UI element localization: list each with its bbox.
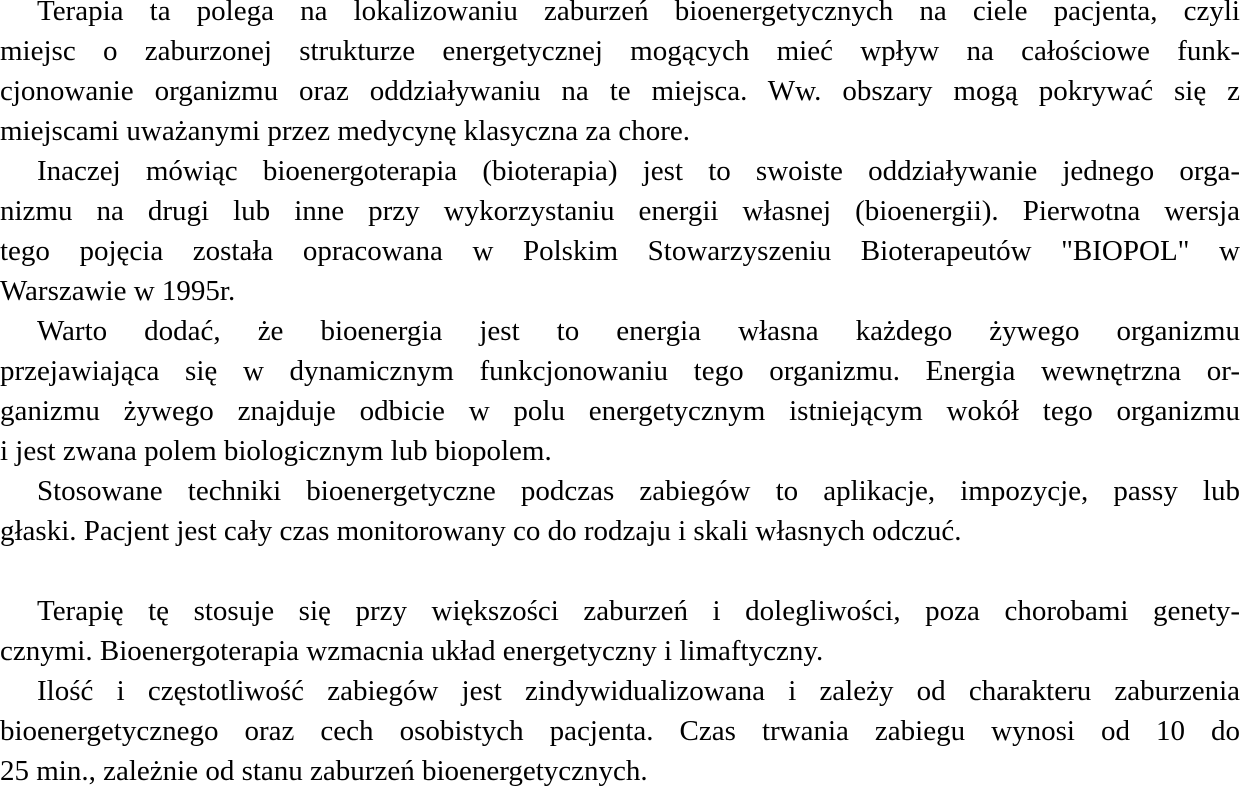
text-line: Terapię tę stosuje się przy większości zaburzeń i dolegliwości, poza chorobami genety- <box>37 595 1240 627</box>
text-line: Inaczej mówiąc bioenergoterapia (bioterapia) jest to swoiste oddziaływanie jednego orga- <box>37 155 1240 187</box>
text-line: Warto dodać, że bioenergia jest to energia własna każdego żywego organizmu <box>37 315 1240 347</box>
text-line: cznymi. Bioenergoterapia wzmacnia układ energetyczny i limaftyczny. <box>0 635 824 667</box>
paragraph-spacer <box>0 551 1240 591</box>
text-line: cjonowanie organizmu oraz oddziaływaniu na te miejsca. Ww. obszary mogą pokrywać się z <box>0 75 1240 107</box>
text-line: głaski. Pacjent jest cały czas monitorowany co do rodzaju i skali własnych odczuć. <box>0 515 962 547</box>
paragraph-bioenergotherapy-definition <box>0 151 1240 311</box>
text-line: przejawiająca się w dynamicznym funkcjonowaniu tego organizmu. Energia wewnętrzna or- <box>0 355 1240 387</box>
text-line: tego pojęcia została opracowana w Polskim Stowarzyszeniu Bioterapeutów "BIOPOL" w <box>0 235 1240 267</box>
text-line: bioenergetycznego oraz cech osobistych pacjenta. Czas trwania zabiegu wynosi od 10 do <box>0 715 1240 747</box>
paragraph-indications <box>0 591 1240 671</box>
text-line: Warszawie w 1995r. <box>0 275 236 307</box>
text-line: 25 min., zależnie od stanu zaburzeń bioenergetycznych. <box>0 755 648 787</box>
paragraph-frequency <box>0 671 1240 791</box>
text-line: nizmu na drugi lub inne przy wykorzystaniu energii własnej (bioenergii). Pierwotna wersja <box>0 195 1240 227</box>
text-line: ganizmu żywego znajduje odbicie w polu energetycznym istniejącym wokół tego organizmu <box>0 395 1240 427</box>
text-line: Ilość i częstotliwość zabiegów jest zindywidualizowana i zależy od charakteru zaburzenia <box>37 675 1240 707</box>
text-line: Stosowane techniki bioenergetyczne podczas zabiegów to aplikacje, impozycje, passy lub <box>37 475 1240 507</box>
text-line: miejsc o zaburzonej strukturze energetycznej mogących mieć wpływ na całościowe funk- <box>0 35 1240 67</box>
paragraph-therapy-description <box>0 0 1240 151</box>
text-line: i jest zwana polem biologicznym lub biopolem. <box>0 435 552 467</box>
text-line: miejscami uważanymi przez medycynę klasyczna za chore. <box>0 115 691 147</box>
paragraph-techniques <box>0 471 1240 551</box>
text-line: Terapia ta polega na lokalizowaniu zaburzeń bioenergetycznych na ciele pacjenta, czyli <box>37 0 1240 27</box>
paragraph-bioenergy-definition <box>0 311 1240 471</box>
